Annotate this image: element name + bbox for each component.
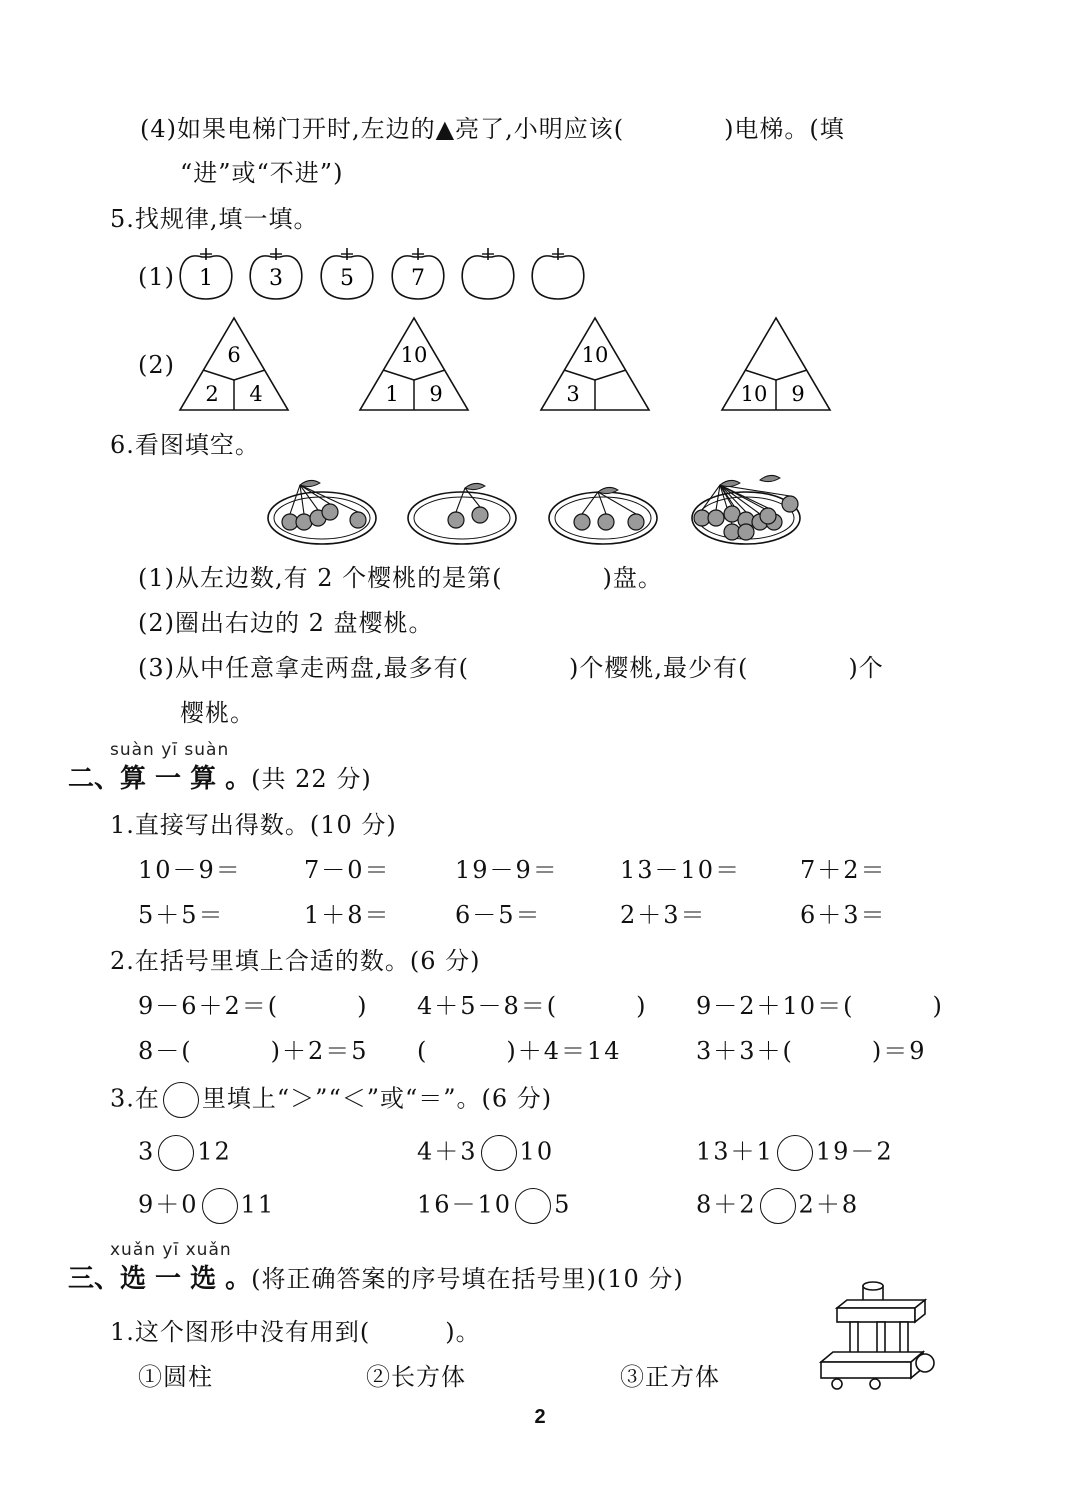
option-cube[interactable]: ③正方体 [620, 1363, 720, 1391]
triangle-top-number: 6 [227, 343, 241, 367]
apple-icon [532, 248, 584, 299]
compare-left: 13＋1 [696, 1137, 774, 1166]
q5-part1-label: (1) [138, 263, 175, 291]
compare-circle[interactable] [481, 1135, 517, 1171]
section2-heading [68, 763, 372, 795]
compare-left: 3 [138, 1137, 156, 1166]
apple-icon [321, 248, 373, 299]
section2-title: 二、算 一 算 。 [68, 764, 252, 794]
compare-circle[interactable] [515, 1188, 551, 1224]
fill-item: 8－( )＋2＝5 [138, 1037, 369, 1065]
compare-left: 8＋2 [696, 1190, 757, 1219]
q6-title: 6.看图填空。 [110, 431, 260, 459]
apple-icon [392, 248, 444, 299]
apple-number: 1 [199, 266, 213, 291]
calc-item: 5＋5＝ [138, 901, 225, 929]
s2-q3-title-pre: 3.在 [110, 1084, 160, 1113]
s2-q2-title: 2.在括号里填上合适的数。(6 分) [110, 947, 481, 975]
section3-note: (将正确答案的序号填在括号里)(10 分) [251, 1265, 684, 1293]
section3-title: 三、选 一 选 。 [68, 1264, 252, 1294]
q5-title: 5.找规律,填一填。 [110, 205, 319, 233]
fill-item: 3＋3＋( )＝9 [696, 1037, 927, 1065]
fill-item: 4＋5－8＝( ) [417, 992, 648, 1020]
number-triangles [0, 310, 1080, 420]
apple-icon [180, 248, 232, 299]
q5-part2-label: (2) [138, 351, 175, 379]
triangle-right-number: 9 [791, 382, 805, 406]
triangle-left-number: 10 [740, 382, 768, 406]
calc-item: 2＋3＝ [620, 901, 707, 929]
q4-line-1: (4)如果电梯门开时,左边的▲亮了,小明应该( )电梯。(填 [140, 115, 845, 143]
block-figure-illustration [815, 1278, 945, 1398]
compare-left: 16－10 [417, 1190, 513, 1219]
s2-q3-title-post: 里填上“＞”“＜”或“＝”。(6 分) [201, 1084, 553, 1113]
compare-item [696, 1135, 894, 1171]
apple-icon [462, 248, 514, 299]
apple-number: 3 [269, 266, 283, 291]
fill-item: ( )＋4＝14 [417, 1037, 622, 1065]
number-triangle [360, 318, 468, 410]
fill-item: 9－2＋10＝( ) [696, 992, 944, 1020]
compare-item [138, 1135, 232, 1171]
compare-circle[interactable] [760, 1188, 796, 1224]
compare-circle[interactable] [777, 1135, 813, 1171]
cherry-plate-icon [408, 483, 516, 544]
compare-circle-icon [163, 1082, 199, 1118]
cherry-plate-icon [549, 487, 657, 544]
section2-score: (共 22 分) [251, 765, 372, 793]
s2-q3-title [110, 1082, 552, 1118]
page-number: 2 [534, 1406, 546, 1428]
option-cuboid[interactable]: ②长方体 [366, 1363, 466, 1391]
compare-left: 9＋0 [138, 1190, 199, 1219]
triangle-top-number: 10 [581, 343, 609, 367]
apple-number: 5 [340, 266, 354, 291]
option-cylinder[interactable]: ①圆柱 [138, 1363, 213, 1391]
compare-circle[interactable] [202, 1188, 238, 1224]
compare-item [696, 1188, 859, 1224]
cherry-plate-icon [268, 480, 376, 544]
compare-right: 10 [519, 1137, 555, 1166]
number-triangle [722, 318, 830, 410]
triangle-top-number: 10 [400, 343, 428, 367]
calc-item: 7－0＝ [304, 856, 391, 884]
q6-part3-line1: (3)从中任意拿走两盘,最多有( )个樱桃,最少有( )个 [138, 654, 884, 682]
compare-right: 2＋8 [798, 1190, 860, 1219]
number-triangle [180, 318, 288, 410]
compare-right: 19－2 [815, 1137, 894, 1166]
calc-item: 6＋3＝ [800, 901, 887, 929]
cherry-plate-icon [692, 475, 800, 544]
calc-item: 19－9＝ [455, 856, 559, 884]
q4-line-2: “进”或“不进”) [180, 159, 344, 187]
triangle-left-number: 1 [385, 382, 399, 406]
compare-right: 11 [240, 1190, 276, 1219]
number-triangle [541, 318, 649, 410]
calc-item: 1＋8＝ [304, 901, 391, 929]
calc-item: 10－9＝ [138, 856, 242, 884]
section2-pinyin: suàn yī suàn [110, 740, 230, 760]
compare-left: 4＋3 [417, 1137, 478, 1166]
compare-right: 5 [554, 1190, 572, 1219]
triangle-left-number: 2 [205, 382, 219, 406]
compare-item [417, 1188, 571, 1224]
calc-item: 6－5＝ [455, 901, 542, 929]
q6-part1: (1)从左边数,有 2 个樱桃的是第( )盘。 [138, 564, 663, 592]
triangle-right-number: 9 [429, 382, 443, 406]
cherry-plates [0, 470, 1080, 560]
compare-circle[interactable] [158, 1135, 194, 1171]
triangle-right-number: 4 [249, 382, 263, 406]
s2-q1-title: 1.直接写出得数。(10 分) [110, 811, 397, 839]
triangle-left-number: 3 [566, 382, 580, 406]
apple-number: 7 [411, 266, 425, 291]
s3-q1-title: 1.这个图形中没有用到( )。 [110, 1318, 481, 1346]
compare-right: 12 [197, 1137, 232, 1166]
compare-item [138, 1188, 275, 1224]
section3-pinyin: xuǎn yī xuǎn [110, 1240, 232, 1260]
calc-item: 13－10＝ [620, 856, 742, 884]
section3-heading [68, 1263, 684, 1295]
q6-part2: (2)圈出右边的 2 盘樱桃。 [138, 609, 434, 637]
calc-item: 7＋2＝ [800, 856, 887, 884]
compare-item [417, 1135, 554, 1171]
fill-item: 9－6＋2＝( ) [138, 992, 369, 1020]
apple-icon [250, 248, 302, 299]
q6-part3-line2: 樱桃。 [180, 699, 255, 727]
